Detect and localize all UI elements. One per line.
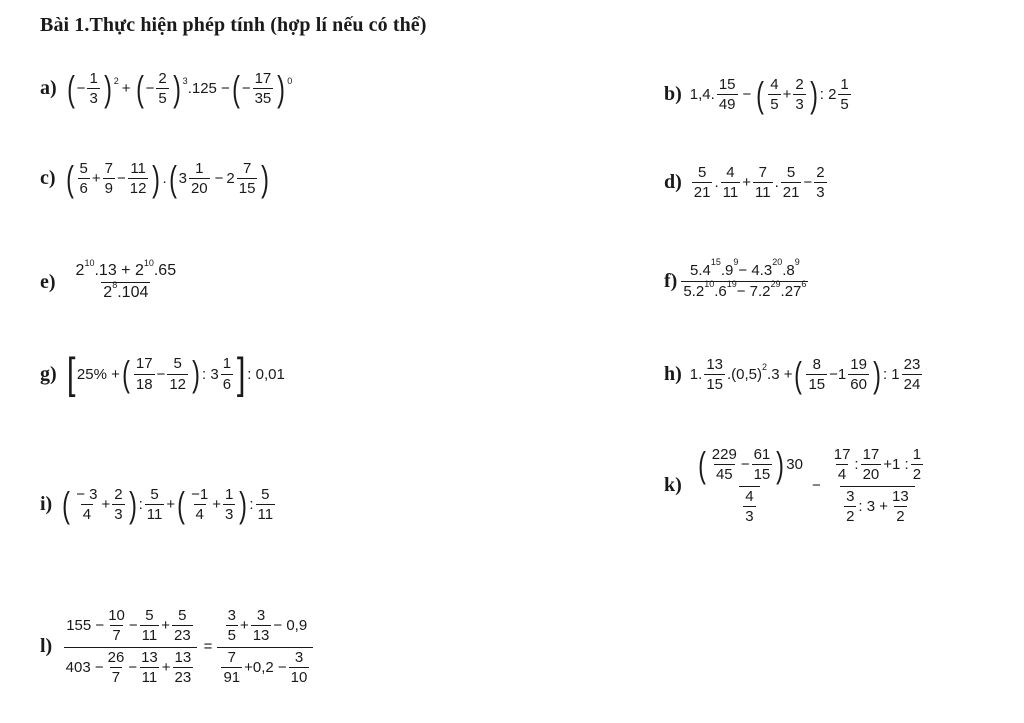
- label-h: h): [664, 363, 682, 386]
- expression-a: ( − $\frac{1}{3}$ ) $^2$ + ( − $\frac{2}{5}$ ) $^3$ .125 − ( − $\frac{17}{35}$ ) $^0$: [66, 67, 293, 109]
- label-d: d): [664, 171, 682, 194]
- expression-e: 2 $^{10}$ .13 + 2 $^{10}$ .65 2 $^8$ .104: [75, 258, 177, 302]
- label-l: l): [40, 635, 53, 657]
- label-a: a): [40, 77, 57, 100]
- problem-a: [40, 67, 293, 109]
- fraction: $\frac{1}{3}$: [89, 70, 98, 108]
- problem-d: [664, 164, 829, 202]
- expression-d: $\frac{5}{21}$ . $\frac{4}{11}$ + $\frac{7}{11}$ . $\frac{5}{21}$ − $\frac{2}{3}$: [693, 164, 825, 202]
- label-c: c): [40, 167, 56, 190]
- problem-f: [664, 257, 810, 301]
- exercise-title: Bài 1.Thực hiện phép tính (hợp lí nếu có thể): [40, 14, 427, 36]
- label-b: b): [664, 83, 682, 106]
- problem-i: [40, 483, 277, 525]
- label-k: k): [664, 474, 682, 496]
- problem-e: [40, 258, 184, 303]
- expression-h: 1 . $\frac{13}{15}$ .(0,5) $^2$ .3 + ( $\frac{8}{15}$ − 1 $\frac{19}{60}$ ) : 1 $\frac{23}{24}$: [689, 353, 921, 395]
- problem-b: [664, 73, 853, 115]
- fraction: $\frac{2}{5}$: [158, 70, 167, 108]
- expression-l: 155 − $\frac{10}{7}$ − $\frac{5}{11}$ + $\frac{5}{23}$ 403 − $\frac{26}{7}$ − $\frac{13}{11}$ + $\frac{13}{23}$ = $\frac{3}{5}$ + $\frac{3}{13}$ − 0,9 $\frac{7}{91}$ +0,2 − $\frac{3}{10}$: [60, 607, 315, 686]
- expression-g: [ 25% + ( $\frac{17}{18}$ − $\frac{5}{12}$ ) : 3 $\frac{1}{6}$ ] : 0,01: [66, 349, 285, 398]
- problem-l: [40, 607, 315, 686]
- label-i: i): [40, 493, 53, 516]
- problem-c: [40, 157, 271, 199]
- expression-k: ( $\frac{229}{45}$ − $\frac{61}{15}$ ) 30 $\frac{4}{3}$ − $\frac{17}{4}$ : $\frac{17}{20}$ +1 : $\frac{1}{2}$ $\frac{3}{2}$ : 3 + $\frac{13}{2}$: [697, 443, 922, 525]
- expression-i: ( $\frac{- 3}{4}$ + $\frac{2}{3}$ ) : $\frac{5}{11}$ + ( $\frac{-1}{4}$ + $\frac{1}{3}$ ) : $\frac{5}{11}$: [62, 483, 274, 525]
- expression-b: 1,4. $\frac{15}{49}$ − ( $\frac{4}{5}$ + $\frac{2}{3}$ ) : 2 $\frac{1}{5}$: [689, 73, 849, 115]
- label-g: g): [40, 362, 57, 385]
- fraction: $\frac{17}{35}$: [254, 70, 272, 108]
- label-f: f): [664, 269, 678, 292]
- problem-g: [40, 349, 285, 398]
- problem-k: [664, 443, 931, 525]
- problem-h: [664, 353, 924, 395]
- expression-c: ( $\frac{5}{6}$ + $\frac{7}{9}$ − $\frac{11}{12}$ ) . ( 3 $\frac{1}{20}$ − 2 $\frac{7}{15}$ ): [65, 157, 270, 199]
- label-e: e): [40, 270, 56, 293]
- expression-f: 5.4 $^{15}$ .9 $^9$ − 4.3 $^{20}$ .8 $^9$ 5.2 $^{10}$ .6 $^{19}$ − 7.2 $^{29}$ .27 $^6$: [683, 257, 807, 301]
